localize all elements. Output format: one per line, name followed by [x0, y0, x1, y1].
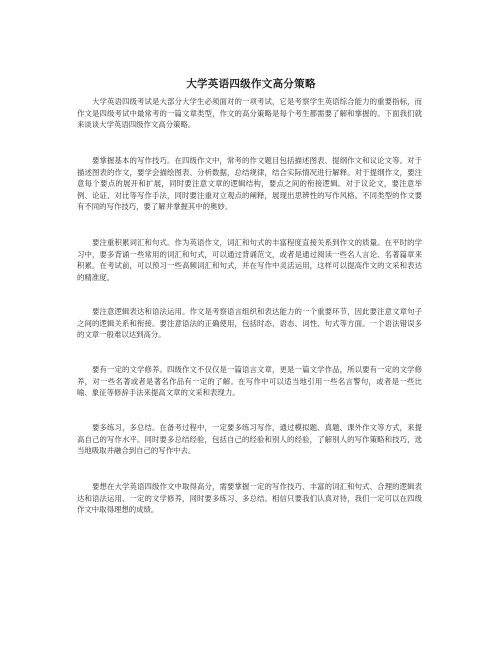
paragraph-vocabulary: 要注重积累词汇和句式。作为英语作文，词汇和句式的丰富程度直接关系到作文的质量。在平时的学习中，要多背诵一些常用的词汇和句式，可以通过背诵范文，或者是通过阅读一些名人言论、名著篇章来积累。在考试前，可以预习一些高频词汇和句式，并在写作中灵活运用，这样可以提高作文的文采和表达的精准度。: [77, 238, 422, 282]
document-title: 大学英语四级作文高分策略: [186, 78, 316, 90]
paragraph-conclusion: 要想在大学英语四级作文中取得高分，需要掌握一定的写作技巧、丰富的词汇和句式、合理的逻辑表达和语法运用、一定的文学修养，同时要多练习、多总结。相信只要我们认真对待，我们一定可以在四级作文中取得理想的成绩。: [77, 482, 422, 515]
paragraph-writing-skills: 要掌握基本的写作技巧。在四级作文中，常考的作文题目包括描述图表、提纲作文和议论文等。对于描述图表的作文，要学会描绘图表、分析数据，总结规律，结合实际情况进行解释。对于提纲作文，要注意每个要点的展开和扩展，同时要注意文章的逻辑结构，要点之间的衔接逻辑。对于议论文，要注意举例、论证、对比等写作手法，同时要注重对立观点的阐释，展现出思辨性的写作风格。不同类型的作文要有不同的写作技巧，要了解并掌握其中的奥妙。: [77, 156, 422, 212]
paragraph-practice: 要多练习，多总结。在备考过程中，一定要多练习写作，通过模拟题、真题、课外作文等方式，来提高自己的写作水平。同时要多总结经验，包括自己的经验和别人的经验，了解别人的写作策略和技巧，选当地吸取并融合到自己的写作中去。: [77, 423, 422, 456]
paragraph-logic-grammar: 要注意逻辑表达和语法运用。作文是考察语言组织和表达能力的一个重要环节，因此要注意文章句子之间的逻辑关系和衔接。要注意语法的正确使用，包括时态、语态、词性、句式等方面。一个语法错误多的文章一般难以达到高分。: [77, 307, 422, 340]
paragraph-intro: 大学英语四级考试是大部分大学生必须面对的一项考试，它是考察学生英语综合能力的重要指标，而作文是四级考试中最常考的一篇文章类型，作文的高分策略是每个考生都需要了解和掌握的。下面我们就来谈谈大学英语四级作文高分策略。: [77, 97, 422, 130]
paragraph-literary: 要有一定的文学修养。四级作文不仅仅是一篇语言文章，更是一篇文学作品，所以要有一定的文学修养，对一些名著或者是著名作品有一定的了解。在写作中可以适当地引用一些名言警句，或者是一些比喻、象征等修辞手法来提高文章的文采和表现力。: [77, 365, 422, 398]
